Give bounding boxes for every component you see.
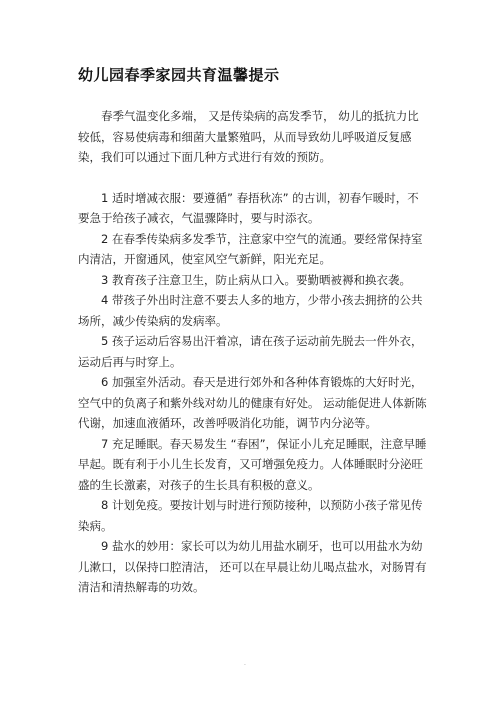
intro-paragraph: 春季气温变化多端， 又是传染病的高发季节， 幼儿的抵抗力比较低，容易使病毒和细菌大量繁殖吗，从而导致幼儿呼吸道反复感染，我们可以通过下面几种方式进行有效的预防。 bbox=[78, 109, 419, 164]
footer-mark: . bbox=[244, 660, 246, 667]
page-title: 幼儿园春季家园共育温馨提示 bbox=[78, 66, 280, 84]
tip-item-2: 2 在春季传染病多发季节，注意家中空气的流通。要经常保持室内清洁，开窗通风，使室风空气新鲜，阳光充足。 bbox=[78, 231, 423, 266]
tip-item-8: 8 计划免疫。要按计划与时进行预防接种，以预防小孩子常见传染病。 bbox=[78, 498, 423, 533]
tip-item-4: 4 带孩子外出时注意不要去人多的地方，少带小孩去拥挤的公共场所，减少传染病的发病率。 bbox=[78, 293, 423, 328]
tip-item-1: 1 适时增减衣服：要遵循” 春捂秋冻” 的古训，初春乍暖时，不要急于给孩子减衣，气温骤降时，要与时添衣。 bbox=[78, 190, 419, 225]
tip-item-3: 3 教育孩子注意卫生，防止病从口入。要勤晒被褥和换衣袭。 bbox=[101, 272, 411, 287]
document-body bbox=[78, 106, 430, 598]
tip-item-7: 7 充足睡眠。春天易发生 “春困”，保证小儿充足睡眠，注意早睡早起。既有利于小儿生长发育，又可增强免疫力。人体睡眠时分泌旺盛的生长激素，对孩子的生长具有积极的意义。 bbox=[78, 436, 427, 492]
tip-item-9: 9 盐水的妙用：家长可以为幼儿用盐水刷牙，也可以用盐水为幼儿漱口，以保持口腔清洁， 还可以在早晨让幼儿喝点盐水，对肠胃有清洁和清热解毒的功效。 bbox=[78, 539, 427, 594]
tip-item-6: 6 加强室外活动。春天是进行郊外和各种体育锻炼的大好时光，空气中的负离子和紫外线对幼儿的健康有好处。 运动能促进人体新陈代谢，加速血液循环，改善呼吸消化功能，调节内分泌等。 bbox=[78, 375, 427, 430]
tip-item-5: 5 孩子运动后容易出汗着凉，请在孩子运动前先脱去一件外衣，运动后再与时穿上。 bbox=[78, 334, 423, 369]
